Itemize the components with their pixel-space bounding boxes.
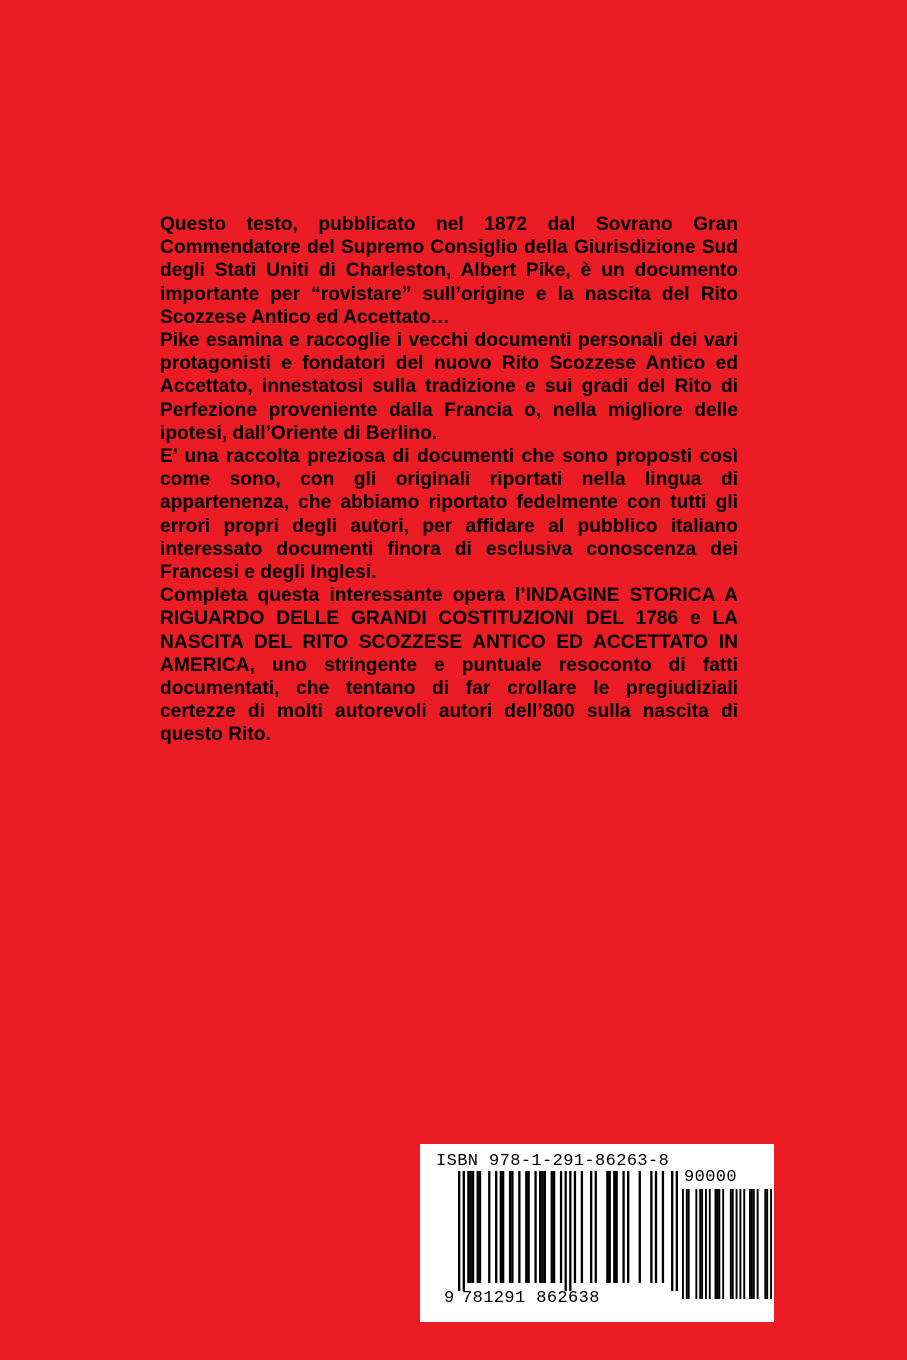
ean13-bar bbox=[541, 1171, 543, 1283]
isbn-barcode-panel bbox=[420, 1144, 774, 1322]
addon-bar bbox=[695, 1189, 697, 1299]
ean13-bar bbox=[458, 1171, 460, 1291]
ean13-bar bbox=[639, 1171, 641, 1283]
addon-bar bbox=[770, 1189, 772, 1299]
price-addon-barcode bbox=[682, 1189, 772, 1299]
ean13-barcode bbox=[458, 1171, 678, 1291]
addon-bar bbox=[732, 1189, 734, 1299]
ean13-bar bbox=[477, 1171, 479, 1283]
ean13-bar bbox=[500, 1171, 502, 1283]
addon-bar bbox=[766, 1189, 768, 1299]
addon-bar bbox=[722, 1189, 724, 1299]
addon-bar bbox=[701, 1189, 703, 1299]
addon-bar bbox=[716, 1189, 718, 1299]
blurb-paragraph-1: Questo testo, pubblicato nel 1872 dal Sovrano Gran Commendatore del Supremo Consiglio della Giurisdizione Sud degli Stati Uniti di Charleston, Albert Pike, è un documento importante per “rovistare” sull’origine e la nascita del Rito Scozzese Antico ed Accettato… bbox=[160, 214, 738, 328]
back-cover-blurb bbox=[160, 213, 738, 747]
ean13-bar bbox=[560, 1171, 562, 1283]
price-code-label: 90000 bbox=[684, 1168, 738, 1187]
addon-bar bbox=[709, 1189, 711, 1299]
ean13-bar bbox=[595, 1171, 597, 1283]
ean13-bar bbox=[574, 1171, 576, 1283]
addon-bar bbox=[736, 1189, 738, 1299]
ean13-bar bbox=[539, 1171, 541, 1283]
ean13-bar bbox=[553, 1171, 555, 1283]
ean13-bar bbox=[569, 1171, 571, 1291]
ean13-bar bbox=[463, 1171, 465, 1291]
addon-bar bbox=[757, 1189, 759, 1299]
ean13-bar bbox=[502, 1171, 504, 1283]
blurb-paragraph-3: E’ una raccolta preziosa di documenti che sono proposti così come sono, con gli originali riportati nella lingua di appartenenza, che abbiamo riportato fedelmente con tutti gli errori propri degli autori, per affidare al pubblico italiano interessato documenti finora di esclusiva conoscenza dei Francesi e degli Inglesi. bbox=[160, 446, 738, 584]
ean13-bar bbox=[472, 1171, 474, 1283]
addon-bar bbox=[739, 1189, 741, 1299]
addon-bar bbox=[688, 1189, 690, 1299]
ean13-bar bbox=[662, 1171, 664, 1283]
ean13-bar bbox=[470, 1171, 472, 1283]
ean13-bar bbox=[622, 1171, 624, 1283]
ean13-bar bbox=[581, 1171, 583, 1283]
addon-bar bbox=[715, 1189, 717, 1299]
ean13-bar bbox=[534, 1171, 536, 1283]
addon-bar bbox=[751, 1189, 753, 1299]
addon-bar bbox=[686, 1189, 688, 1299]
ean13-bar bbox=[509, 1171, 511, 1283]
ean13-bar bbox=[613, 1171, 615, 1283]
ean13-bar bbox=[467, 1171, 469, 1283]
addon-bar bbox=[699, 1189, 701, 1299]
ean13-bar bbox=[565, 1171, 567, 1291]
addon-bar bbox=[749, 1189, 751, 1299]
ean13-bar bbox=[518, 1171, 520, 1283]
ean-digits: 781291 862638 bbox=[462, 1289, 600, 1308]
ean13-bar bbox=[495, 1171, 497, 1283]
ean13-bar bbox=[671, 1171, 673, 1291]
isbn-label: ISBN 978-1-291-86263-8 bbox=[436, 1152, 670, 1171]
ean13-bar bbox=[650, 1171, 652, 1283]
blurb-paragraph-2: Pike esamina e raccoglie i vecchi documenti personali dei vari protagonisti e fondatori del nuovo Rito Scozzese Antico ed Accettato, innestatosi sulla tradizione e sui gradi del Rito di Perfezione proveniente dalla Francia o, nella migliore delle ipotesi, dall’Oriente di Berlino. bbox=[160, 330, 738, 444]
ean13-bar bbox=[544, 1171, 546, 1283]
ean13-bar bbox=[511, 1171, 513, 1283]
ean13-bar bbox=[525, 1171, 527, 1283]
addon-bar bbox=[764, 1189, 766, 1299]
ean-first-digit: 9 bbox=[444, 1289, 455, 1308]
ean13-bar bbox=[627, 1171, 629, 1283]
ean13-bar bbox=[606, 1171, 608, 1283]
addon-bar bbox=[730, 1189, 732, 1299]
blurb-paragraph-4: Completa questa interessante opera l’INDAGINE STORICA A RIGUARDO DELLE GRANDI COSTITUZIONI DEL 1786 e LA NASCITA DEL RITO SCOZZESE ANTICO ED ACCETTATO IN AMERICA, uno stringente e puntuale resoconto di fatti documentati, che tentano di far crollare le pregiudiziali certezze di molti autorevoli autori dell’800 sulla nascita di questo Rito. bbox=[160, 585, 738, 746]
ean13-bar bbox=[615, 1171, 617, 1283]
addon-bar bbox=[705, 1189, 707, 1299]
addon-bar bbox=[753, 1189, 755, 1299]
ean13-bar bbox=[676, 1171, 678, 1291]
addon-bar bbox=[743, 1189, 745, 1299]
addon-bar bbox=[718, 1189, 720, 1299]
ean13-bar bbox=[551, 1171, 553, 1283]
ean13-bar bbox=[479, 1171, 481, 1283]
addon-bar bbox=[682, 1189, 684, 1299]
ean13-bar bbox=[590, 1171, 592, 1283]
ean13-bar bbox=[609, 1171, 611, 1283]
ean13-bar bbox=[527, 1171, 529, 1283]
ean13-bar bbox=[655, 1171, 657, 1283]
ean13-bar bbox=[488, 1171, 490, 1283]
